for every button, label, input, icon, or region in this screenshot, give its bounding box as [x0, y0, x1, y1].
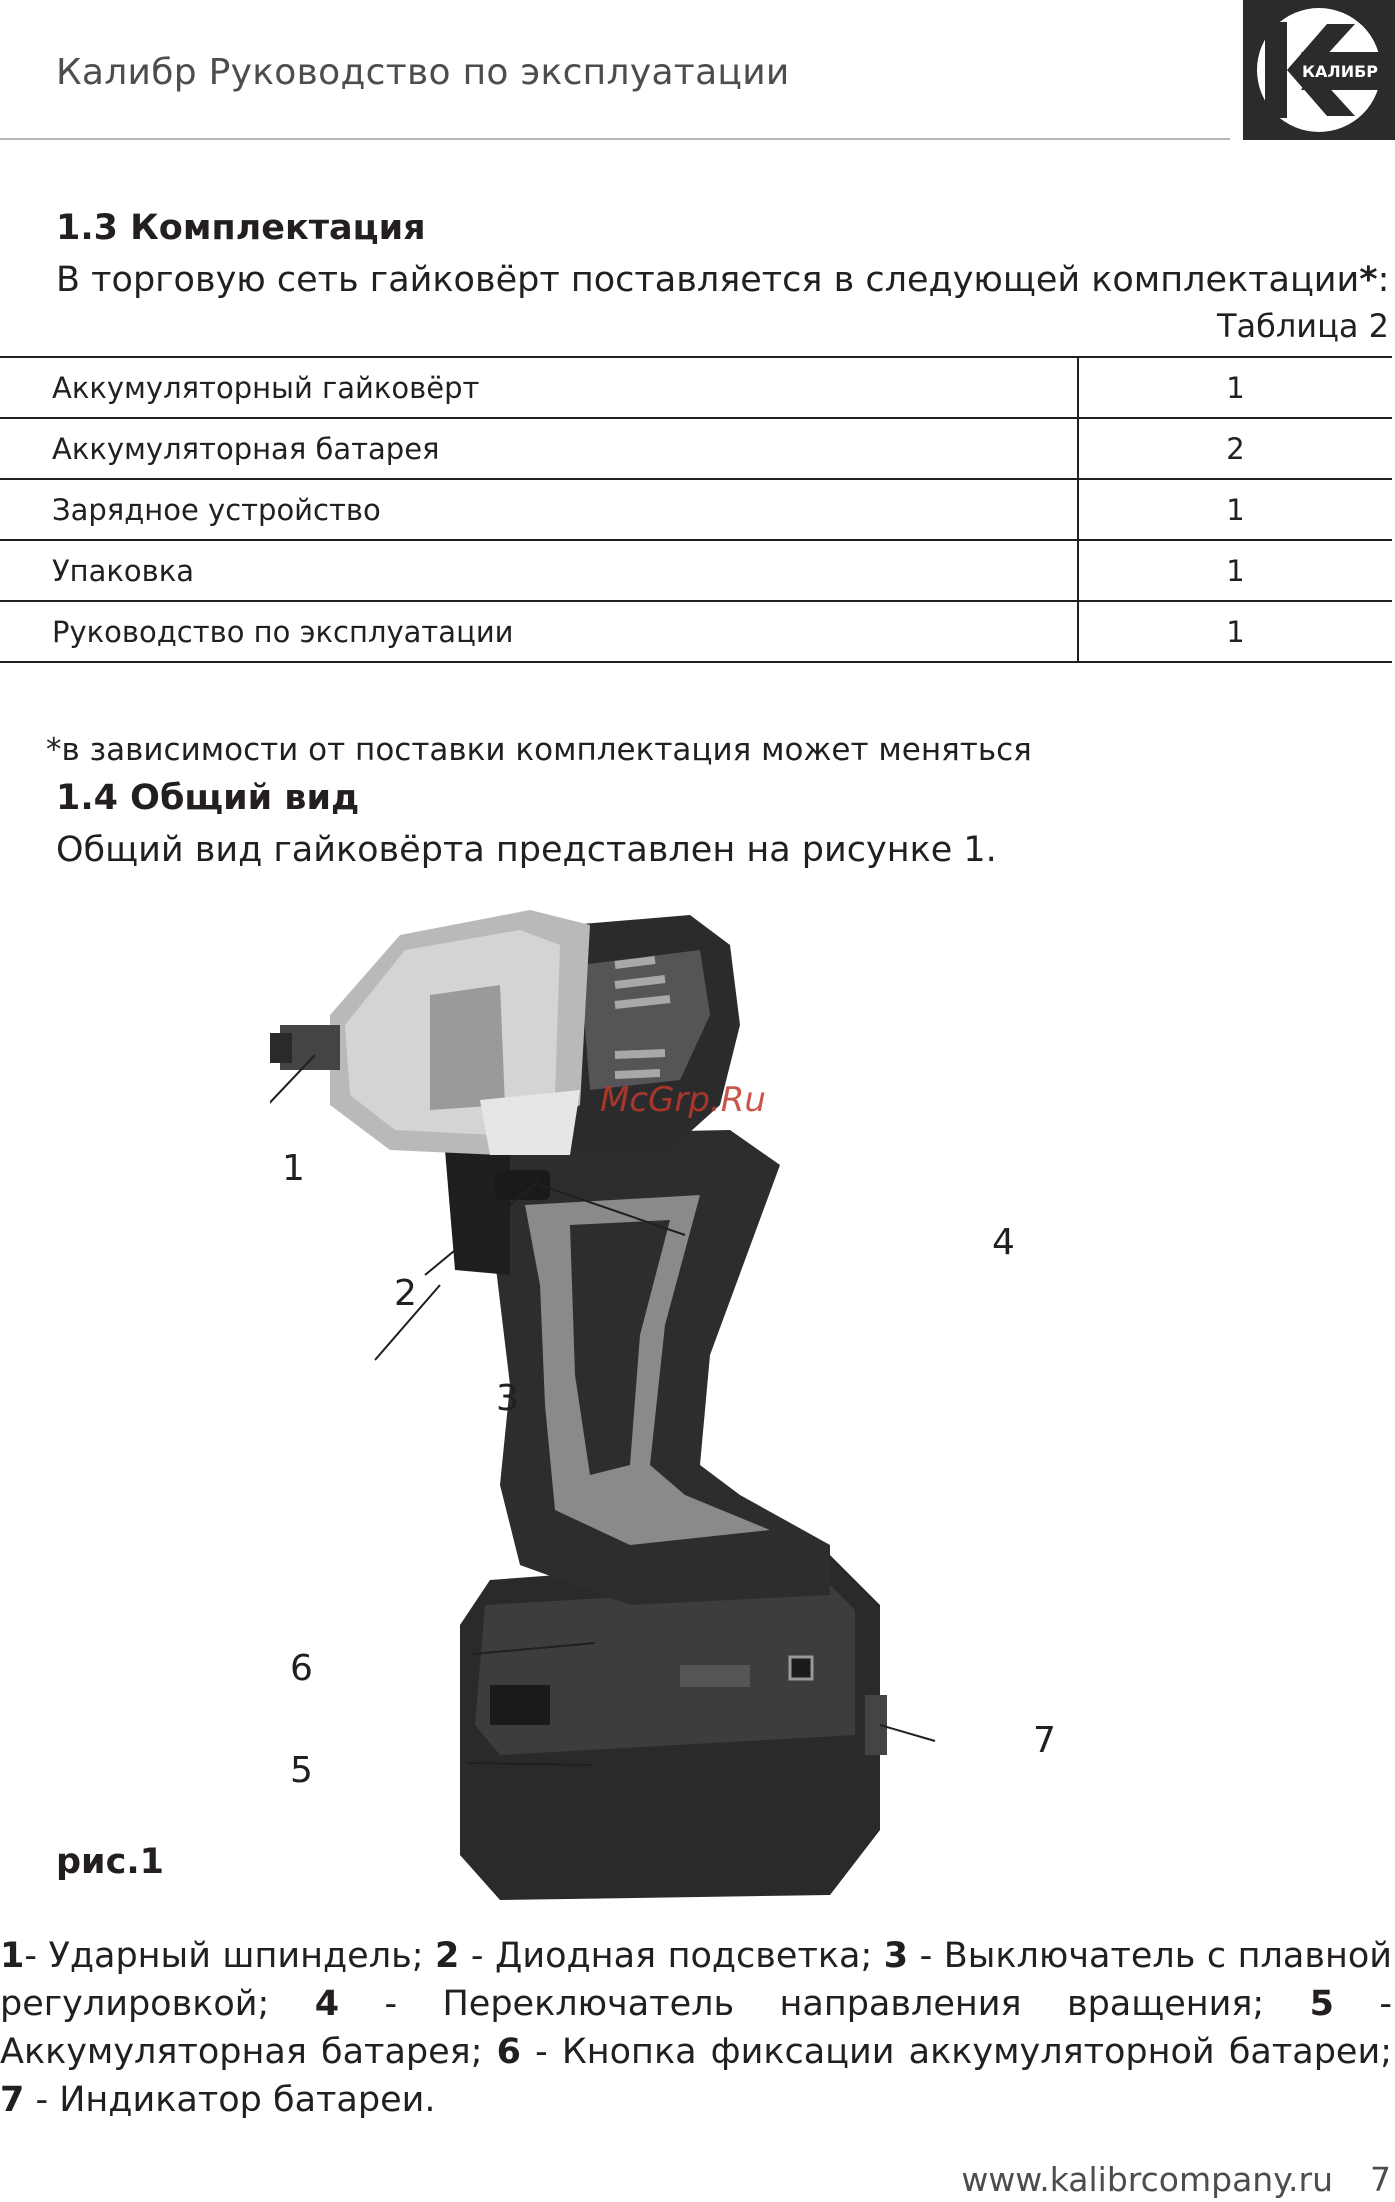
- handle-icon: [480, 1130, 830, 1605]
- page-header-title: Калибр Руководство по эксплуатации: [56, 52, 790, 93]
- callout-1: 1: [282, 1148, 305, 1189]
- legend-num: 7: [0, 2080, 25, 2120]
- impact-wrench-figure: [270, 905, 1070, 1915]
- header-divider: [0, 138, 1230, 140]
- table-row: [0, 479, 1392, 540]
- section-intro-1-4: Общий вид гайковёрта представлен на рисунке 1.: [56, 830, 997, 870]
- callout-3: 3: [496, 1378, 519, 1419]
- spindle-icon: [270, 1025, 340, 1070]
- kalibr-logo-icon: [1243, 0, 1395, 140]
- legend-text: - Переключатель направления вращения;: [339, 1984, 1310, 2024]
- legend-text: - Диодная подсветка;: [459, 1936, 884, 1976]
- item-name: Аккумуляторная батарея: [0, 418, 1078, 479]
- legend-num: 6: [496, 2032, 521, 2072]
- item-qty: 1: [1078, 479, 1392, 540]
- item-qty: 1: [1078, 601, 1392, 662]
- section-intro-1-3: В торговую сеть гайковёрт поставляется в следующей комплектации*:: [56, 260, 1390, 300]
- item-name: Аккумуляторный гайковёрт: [0, 357, 1078, 418]
- item-qty: 1: [1078, 540, 1392, 601]
- item-name: Руководство по эксплуатации: [0, 601, 1078, 662]
- section-heading-1-4: 1.4 Общий вид: [56, 778, 360, 818]
- callout-2: 2: [394, 1273, 417, 1314]
- legend-text: - Аккумуляторная батарея;: [0, 1984, 1392, 2072]
- item-qty: 1: [1078, 357, 1392, 418]
- legend-text: - Выключатель с плавной регулировкой;: [0, 1936, 1392, 2024]
- battery-icon: [460, 1555, 887, 1900]
- callout-6: 6: [290, 1648, 313, 1689]
- legend-num: 5: [1309, 1984, 1334, 2024]
- table-row: [0, 357, 1392, 418]
- table-row: [0, 418, 1392, 479]
- svg-text:КАЛИБР: КАЛИБР: [1301, 62, 1379, 81]
- legend-num: 2: [435, 1936, 460, 1976]
- item-qty: 2: [1078, 418, 1392, 479]
- legend-text: - Индикатор батареи.: [24, 2080, 436, 2120]
- footer-website: www.kalibrcompany.ru: [961, 2160, 1333, 2199]
- table-row: [0, 601, 1392, 662]
- item-name: Зарядное устройство: [0, 479, 1078, 540]
- figure-caption: рис.1: [56, 1842, 164, 1882]
- callout-5: 5: [290, 1750, 313, 1791]
- item-name: Упаковка: [0, 540, 1078, 601]
- page-number: 7: [1370, 2160, 1391, 2199]
- legend-text: - Кнопка фиксации аккумуляторной батареи;: [521, 2032, 1392, 2072]
- section-heading-1-3: 1.3 Комплектация: [56, 208, 426, 248]
- callout-7: 7: [1033, 1720, 1056, 1761]
- legend-num: 3: [883, 1936, 909, 1976]
- callout-4: 4: [992, 1222, 1015, 1263]
- figure-legend: [0, 1932, 1392, 2124]
- legend-num: 1: [0, 1936, 25, 1976]
- legend-num: 4: [314, 1984, 340, 2024]
- equipment-table: [0, 356, 1392, 663]
- gear-housing-icon: [330, 910, 590, 1155]
- table-row: [0, 540, 1392, 601]
- footnote: *в зависимости от поставки комплектация может меняться: [46, 732, 1032, 768]
- table-caption: Таблица 2: [1216, 307, 1389, 345]
- legend-text: - Ударный шпиндель;: [24, 1936, 435, 1976]
- watermark: McGrp.Ru: [600, 1080, 766, 1120]
